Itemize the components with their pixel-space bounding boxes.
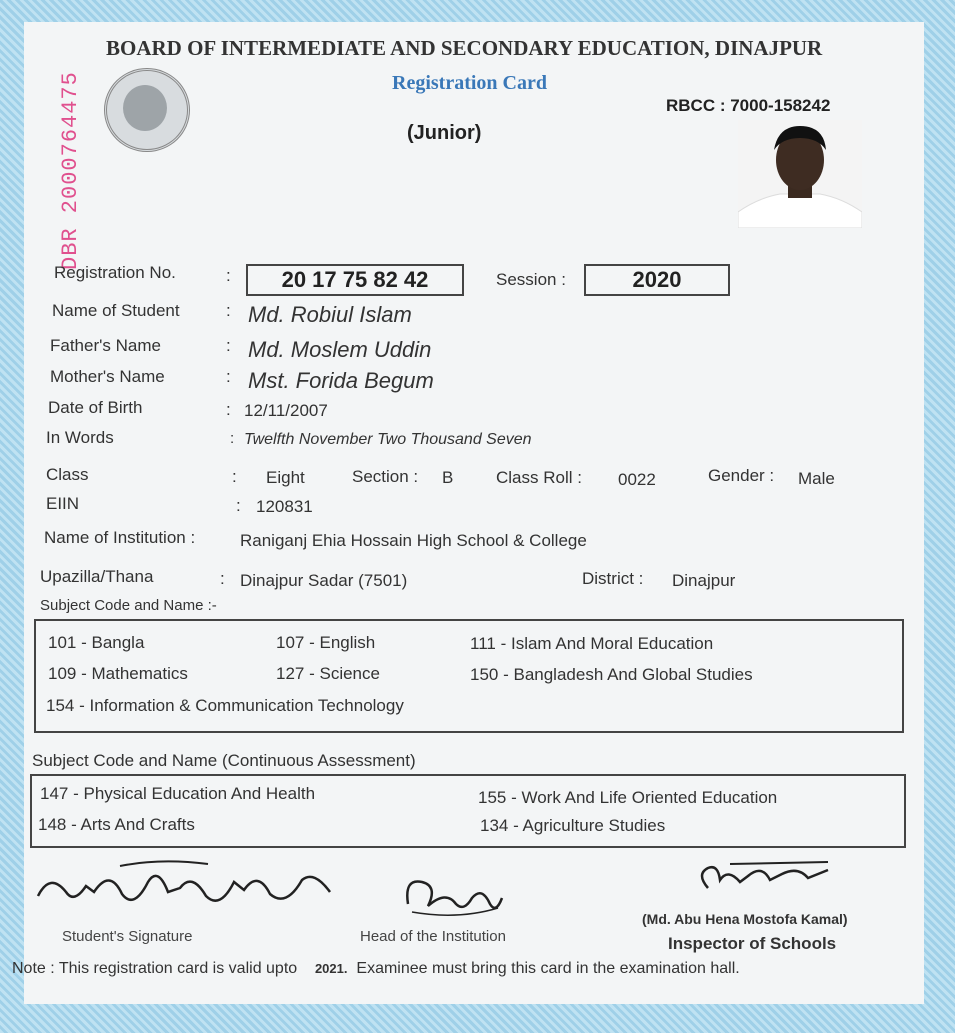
student-name-label: Name of Student xyxy=(52,301,180,320)
gender-label: Gender : xyxy=(708,466,775,485)
colon: : xyxy=(226,266,231,285)
board-seal-logo xyxy=(104,68,190,152)
upazilla-label: Upazilla/Thana xyxy=(40,567,154,586)
colon: : xyxy=(226,336,231,355)
father-name-value: Md. Moslem Uddin xyxy=(248,337,432,362)
institution-value: Raniganj Ehia Hossain High School & College xyxy=(240,531,587,550)
head-signature xyxy=(398,868,508,924)
inspector-signature xyxy=(688,858,838,908)
roll-label: Class Roll : xyxy=(496,468,582,487)
district-value: Dinajpur xyxy=(672,571,736,590)
colon: : xyxy=(232,467,237,486)
colon: : xyxy=(226,367,231,386)
continuous-heading: Subject Code and Name (Continuous Assessment) xyxy=(32,751,416,770)
level-label: (Junior) xyxy=(407,122,482,144)
subject-item: 127 - Science xyxy=(276,664,380,683)
colon: : xyxy=(226,400,231,419)
subjects-heading: Subject Code and Name :- xyxy=(40,597,217,614)
eiin-value: 120831 xyxy=(256,497,313,516)
colon: : xyxy=(236,496,241,515)
serial-number: DBR 2000764475 xyxy=(58,71,83,270)
validity-note: Note : This registration card is valid upto 2021. Examinee must bring this card in the examination hall. xyxy=(12,960,740,977)
registration-number-box: 20 17 75 82 42 xyxy=(246,264,464,296)
student-signature xyxy=(30,852,350,922)
colon: : xyxy=(226,301,231,320)
continuous-item: 147 - Physical Education And Health xyxy=(40,784,316,803)
continuous-item: 134 - Agriculture Studies xyxy=(480,816,666,835)
in-words-label: In Words xyxy=(46,428,114,447)
board-title: BOARD OF INTERMEDIATE AND SECONDARY EDUCATION, DINAJPUR xyxy=(106,36,823,60)
rbcc-number: RBCC : 7000-158242 xyxy=(666,96,831,115)
section-label: Section : xyxy=(352,467,419,486)
head-signature-caption: Head of the Institution xyxy=(360,928,506,945)
student-photo xyxy=(738,120,862,228)
session-label: Session : xyxy=(496,270,566,289)
section-value: B xyxy=(442,468,454,487)
continuous-item: 148 - Arts And Crafts xyxy=(38,815,195,834)
student-signature-caption: Student's Signature xyxy=(62,928,193,945)
colon: : xyxy=(230,430,235,447)
in-words-value: Twelfth November Two Thousand Seven xyxy=(244,431,532,448)
student-name-value: Md. Robiul Islam xyxy=(248,302,412,327)
class-label: Class xyxy=(46,465,89,484)
continuous-item: 155 - Work And Life Oriented Education xyxy=(478,788,778,807)
subject-item: 107 - English xyxy=(276,633,376,652)
class-value: Eight xyxy=(266,468,305,487)
dob-value: 12/11/2007 xyxy=(244,401,328,420)
subject-item: 111 - Islam And Moral Education xyxy=(470,634,714,653)
inspector-name: (Md. Abu Hena Mostofa Kamal) xyxy=(642,911,848,927)
inspector-title: Inspector of Schools xyxy=(668,934,837,953)
roll-value: 0022 xyxy=(618,470,656,489)
eiin-label: EIIN xyxy=(46,494,80,513)
session-box: 2020 xyxy=(584,264,730,296)
subject-item: 150 - Bangladesh And Global Studies xyxy=(470,665,753,684)
registration-label: Registration No. xyxy=(54,263,176,282)
colon: : xyxy=(220,569,225,588)
district-label: District : xyxy=(582,569,644,588)
institution-label: Name of Institution : xyxy=(44,528,196,547)
gender-value: Male xyxy=(798,469,835,488)
card-title: Registration Card xyxy=(392,72,547,94)
dob-label: Date of Birth xyxy=(48,398,143,417)
father-name-label: Father's Name xyxy=(50,336,161,355)
subject-item: 109 - Mathematics xyxy=(48,664,188,683)
subject-item: 101 - Bangla xyxy=(48,633,145,652)
mother-name-label: Mother's Name xyxy=(50,367,165,386)
upazilla-value: Dinajpur Sadar (7501) xyxy=(240,571,408,590)
subject-item: 154 - Information & Communication Technology xyxy=(46,696,404,715)
mother-name-value: Mst. Forida Begum xyxy=(248,368,434,393)
